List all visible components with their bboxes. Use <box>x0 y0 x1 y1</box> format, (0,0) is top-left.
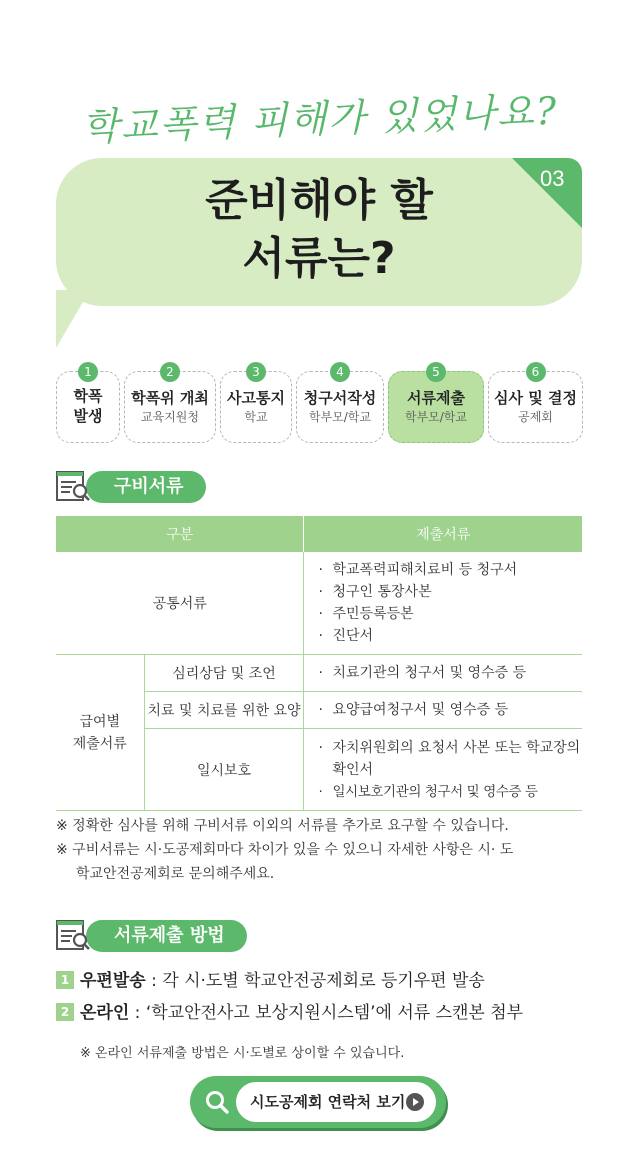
row-label: 일시보호 <box>144 729 304 811</box>
row-docs <box>304 729 582 811</box>
document-search-icon <box>56 920 92 952</box>
step-5-label: 서류제출 <box>407 389 465 407</box>
script-title: 학교폭력 피해가 있었나요? <box>81 88 559 150</box>
note-1: ※ 정확한 심사를 위해 구비서류 이외의 서류를 추가로 요구할 수 있습니다. <box>56 818 509 834</box>
step-5-number: 5 <box>426 362 446 382</box>
play-icon <box>406 1093 424 1111</box>
contact-list-button[interactable] <box>190 1076 446 1128</box>
table-header-row <box>56 516 582 552</box>
list-item: · 청구인 통장사본 <box>316 581 581 603</box>
step-1-number: 1 <box>78 362 98 382</box>
note-2-cont: 학교안전공제회로 문의해주세요. <box>76 866 275 882</box>
row-label: 심리상담 및 조언 <box>144 655 304 692</box>
common-docs-list <box>304 552 582 655</box>
step-3 <box>220 365 292 443</box>
step-3-label: 사고통지 <box>227 389 285 407</box>
section-title: 서류제출 방법 <box>86 920 247 952</box>
row-docs <box>304 655 582 692</box>
method-mail <box>56 966 616 998</box>
list-item: · 일시보호기관의 청구서 및 영수증 등 <box>316 781 581 803</box>
step-4-label: 청구서작성 <box>303 389 377 407</box>
method-number: 2 <box>56 1003 74 1021</box>
step-6-sub: 공제회 <box>518 410 553 424</box>
list-item: · 요양급여청구서 및 영수증 등 <box>316 699 581 721</box>
list-item: · 치료기관의 청구서 및 영수증 등 <box>316 662 581 684</box>
benefit-docs-label-line2: 제출서류 <box>72 735 127 752</box>
page-title-line1: 준비해야 할 <box>205 175 433 226</box>
common-docs-label: 공통서류 <box>56 552 304 655</box>
step-2-number: 2 <box>160 362 180 382</box>
step-6-label: 심사 및 결정 <box>494 389 577 407</box>
step-1-label-line1: 학폭 <box>73 387 103 405</box>
notes <box>56 814 596 886</box>
step-3-sub: 학교 <box>244 410 268 424</box>
table-header-category: 구분 <box>56 516 304 552</box>
method-online <box>56 998 616 1030</box>
step-1-label <box>57 386 119 426</box>
cta-text: 시도공제회 연락처 보기 <box>250 1093 406 1111</box>
step-5-active <box>388 365 484 443</box>
contact-list-button-label[interactable] <box>236 1082 436 1122</box>
method-text: : ‘학교안전사고 보상지원시스템’에 서류 스캔본 첨부 <box>129 1003 524 1023</box>
row-label: 치료 및 치료를 위한 요양 <box>144 692 304 729</box>
step-6 <box>488 365 583 443</box>
step-4-sub: 학부모/학교 <box>308 410 371 424</box>
list-item: · 주민등록등본 <box>316 603 581 625</box>
step-2-label: 학폭위 개최 <box>131 389 209 407</box>
section-title: 구비서류 <box>86 471 206 503</box>
note-2: ※ 구비서류는 시·도공제회마다 차이가 있을 수 있으니 자세한 사항은 시· 도 <box>56 842 514 858</box>
step-4 <box>296 365 384 443</box>
step-1 <box>56 365 120 443</box>
benefit-docs-label <box>56 655 144 811</box>
step-2 <box>124 365 216 443</box>
table-row <box>56 655 582 692</box>
step-2-sub: 교육지원청 <box>141 410 199 424</box>
step-3-number: 3 <box>246 362 266 382</box>
step-6-number: 6 <box>526 362 546 382</box>
step-5-sub: 학부모/학교 <box>404 410 467 424</box>
benefit-docs-label-line1: 급여별 <box>79 713 121 730</box>
page-title <box>56 172 582 288</box>
table-header-documents: 제출서류 <box>304 516 582 552</box>
page-title-line2: 서류는? <box>242 233 396 284</box>
row-docs <box>304 692 582 729</box>
method-number: 1 <box>56 971 74 989</box>
document-search-icon <box>56 471 92 503</box>
method-text: : 각 시·도별 학교안전공제회로 등기우편 발송 <box>145 971 485 991</box>
table-row <box>56 552 582 655</box>
method-label: 우편발송 <box>80 971 146 991</box>
step-4-number: 4 <box>330 362 350 382</box>
list-item: · 자치위원회의 요청서 사본 또는 학교장의 확인서 <box>316 737 581 781</box>
process-steps <box>56 363 583 443</box>
method-note: ※ 온라인 서류제출 방법은 시·도별로 상이할 수 있습니다. <box>80 1046 405 1061</box>
required-docs-table <box>56 516 582 811</box>
step-number: 03 <box>540 166 565 191</box>
list-item: · 진단서 <box>316 625 581 647</box>
method-label: 온라인 <box>80 1003 130 1023</box>
search-icon <box>204 1089 230 1115</box>
list-item: · 학교폭력피해치료비 등 청구서 <box>316 559 581 581</box>
submit-methods <box>56 966 616 1061</box>
speech-bubble-tail <box>56 290 90 348</box>
step-1-label-line2: 발생 <box>73 407 103 425</box>
